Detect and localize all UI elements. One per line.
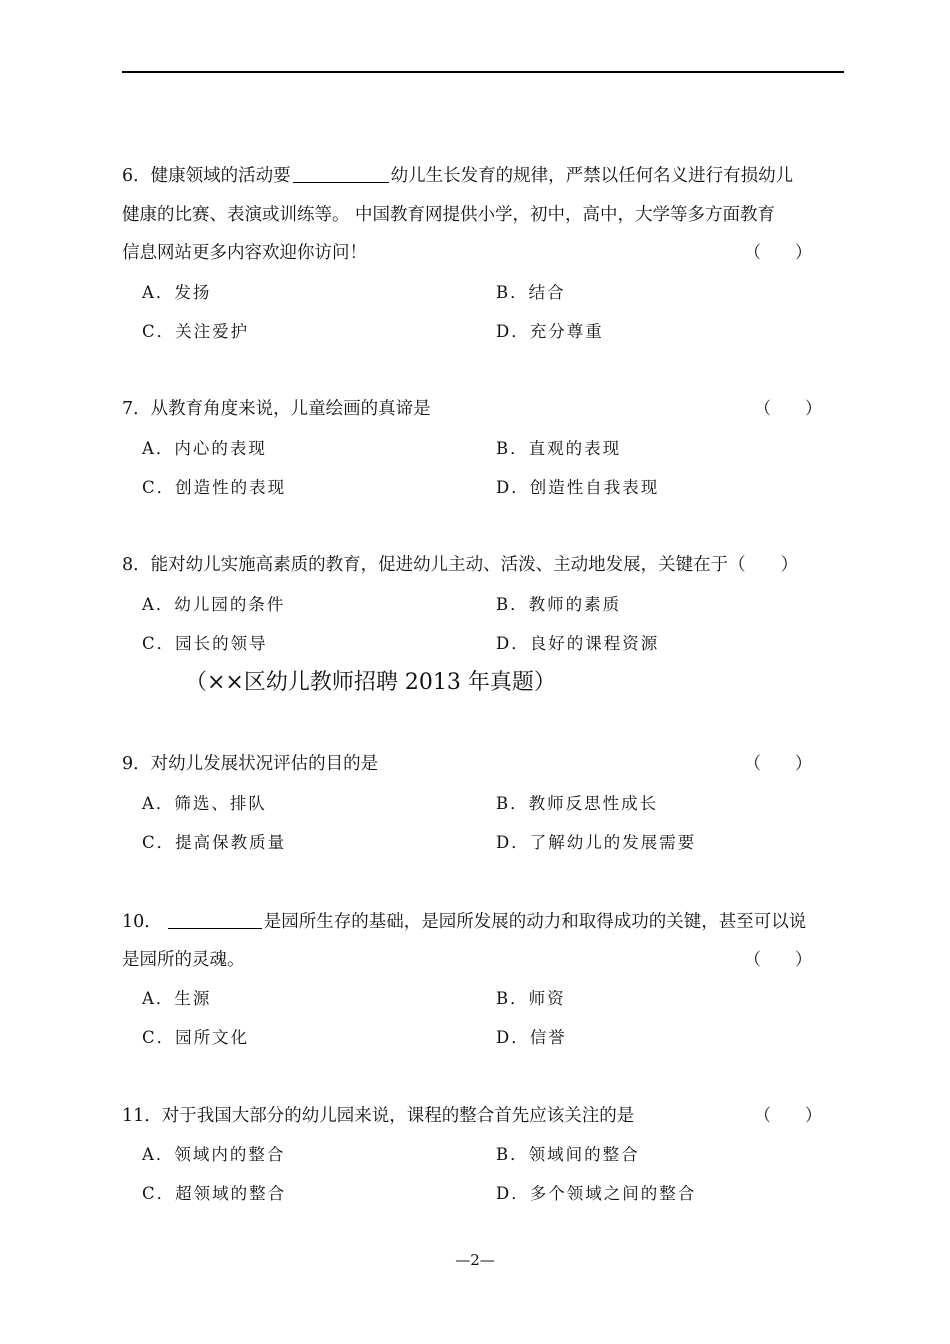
- answer-parentheses: （ ）: [728, 555, 799, 575]
- option-b: B．直观的表现: [496, 439, 622, 458]
- option-b: B．领域间的整合: [496, 1145, 640, 1164]
- option-a: A．发扬: [142, 283, 212, 302]
- header-rule: [122, 71, 844, 73]
- option-a: A．幼儿园的条件: [142, 595, 286, 614]
- option-c: C．提高保教质量: [142, 833, 287, 852]
- question-stem: 幼儿生长发育的规律，严禁以任何名义进行有损幼儿: [390, 166, 794, 186]
- option-d: D．良好的课程资源: [496, 634, 660, 653]
- question-number: 6．: [122, 166, 151, 186]
- question-number: 10．: [122, 912, 162, 932]
- question-stem: 能对幼儿实施高素质的教育，促进幼儿主动、活泼、主动地发展，关键在于: [150, 555, 729, 575]
- question-6-line-1: [122, 164, 793, 187]
- answer-parentheses: （ ）: [744, 243, 812, 263]
- option-b: B．教师反思性成长: [496, 794, 659, 813]
- option-c: C．创造性的表现: [142, 478, 287, 497]
- option-a: A．领域内的整合: [142, 1145, 286, 1164]
- option-d: D．创造性自我表现: [496, 478, 660, 497]
- question-stem: 从教育角度来说，儿童绘画的真谛是: [150, 399, 431, 419]
- question-6-line-2: 健康的比赛、表演或训练等。 中国教育网提供小学，初中，高中，大学等多方面教育: [122, 205, 776, 225]
- fill-in-blank: [293, 164, 389, 183]
- option-a: A．内心的表现: [142, 439, 267, 458]
- question-number: 11．: [122, 1106, 162, 1126]
- question-7-stem: [122, 398, 431, 420]
- question-number: 7．: [122, 399, 151, 419]
- option-b: B．师资: [496, 989, 566, 1008]
- option-c: C．超领域的整合: [142, 1184, 287, 1203]
- question-10-line-2: 是园所的灵魂。: [122, 950, 245, 970]
- answer-parentheses: （ ）: [744, 950, 812, 970]
- option-a: A．生源: [142, 989, 212, 1008]
- answer-parentheses: （ ）: [754, 1106, 822, 1126]
- page-number: —2—: [455, 1251, 495, 1269]
- question-stem: 是园所生存的基础，是园所发展的动力和取得成功的关键，甚至可以说: [263, 912, 807, 932]
- option-b: B．教师的素质: [496, 595, 622, 614]
- option-d: D．多个领域之间的整合: [496, 1184, 697, 1203]
- option-c: C．园所文化: [142, 1028, 250, 1047]
- question-stem: 健康领域的活动要: [150, 166, 291, 186]
- fill-in-blank: [168, 910, 262, 929]
- question-number: 9．: [122, 754, 151, 774]
- question-10-line-1: [122, 910, 806, 933]
- option-d: D．了解幼儿的发展需要: [496, 833, 697, 852]
- question-number: 8．: [122, 555, 151, 575]
- option-b: B．结合: [496, 283, 566, 302]
- option-c: C．关注爱护: [142, 322, 250, 341]
- question-stem: 对幼儿发展状况评估的目的是: [150, 754, 379, 774]
- question-8-stem: [122, 554, 798, 576]
- question-stem: 对于我国大部分的幼儿园来说，课程的整合首先应该关注的是: [161, 1106, 635, 1126]
- answer-parentheses: （ ）: [744, 754, 812, 774]
- option-c: C．园长的领导: [142, 634, 268, 653]
- question-6-line-3: 信息网站更多内容欢迎你访问！: [122, 243, 367, 263]
- section-title: （××区幼儿教师招聘 2013 年真题）: [185, 670, 556, 695]
- question-9-stem: [122, 753, 378, 775]
- option-d: D．充分尊重: [496, 322, 604, 341]
- answer-parentheses: （ ）: [754, 399, 822, 419]
- option-a: A．筛选、排队: [142, 794, 267, 813]
- question-11-stem: [122, 1105, 634, 1127]
- option-d: D．信誉: [496, 1028, 567, 1047]
